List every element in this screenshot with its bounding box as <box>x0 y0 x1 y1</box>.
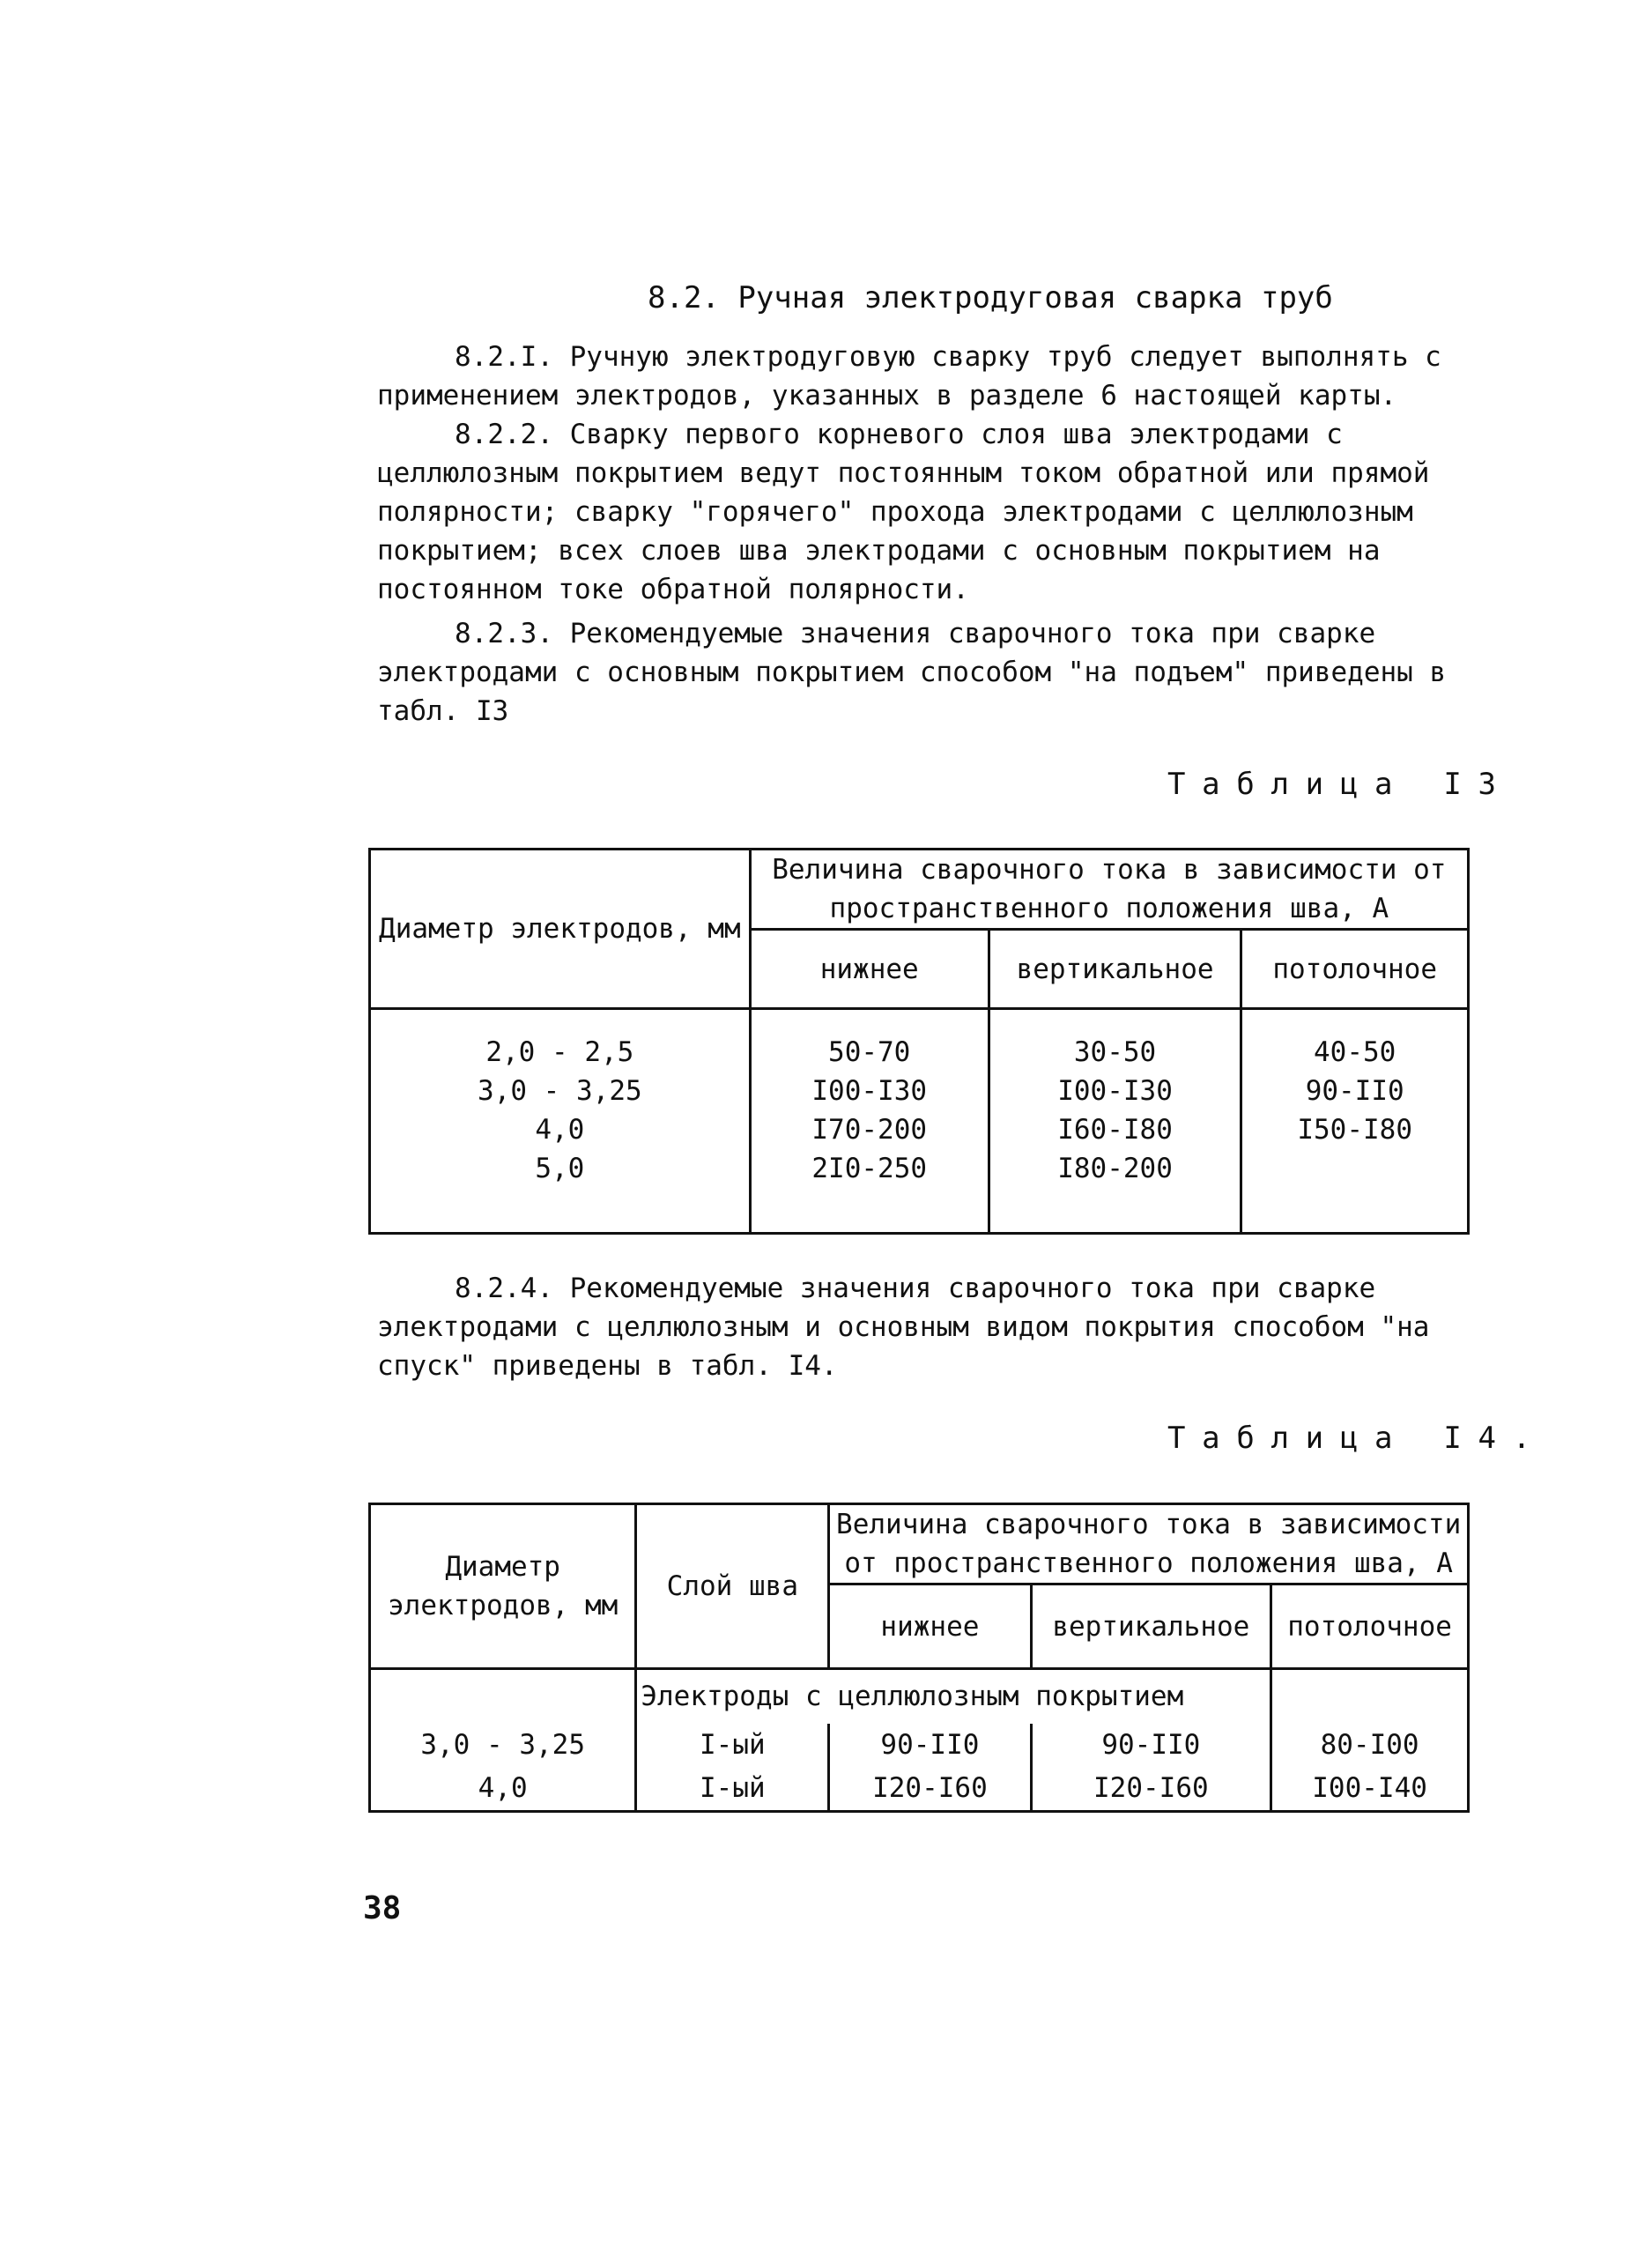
paragraph-8-2-3: 8.2.3. Рекомендуемые значения сварочного тока при сварке электродами с основным покрытием способом "на подъем" приведены в табл. I3 <box>377 618 1463 727</box>
table-13-col-vertical: вертикальное <box>989 930 1241 1009</box>
table-13-cell: 50-70 <box>828 1036 911 1068</box>
table-14-col-vertical: вертикальное <box>1031 1584 1271 1669</box>
page-number: 38 <box>363 1890 402 1926</box>
paragraph-8-2-2: 8.2.2. Сварку первого корневого слоя шва электродами с целлюлозным покрытием ведут постоянным током обратной или прямой полярности; сварку "горячего" прохода электродами с целлюлозным покрытием; всех слоев шва электродами с основным покрытием на постоянном токе обратной полярности. <box>377 419 1447 605</box>
table-14-cell: 90-II0 <box>1031 1724 1271 1766</box>
table-14-col-bottom: нижнее <box>829 1584 1031 1669</box>
table-14-cell: I-ый <box>636 1724 829 1766</box>
table-14 <box>368 1503 1470 1813</box>
table-13-cell: 5,0 <box>535 1153 585 1184</box>
table-13-cell: I50-I80 <box>1297 1114 1413 1146</box>
table-14-caption: Таблица I4. <box>1167 1421 1547 1456</box>
table-13-ceiling-column <box>1241 1009 1469 1234</box>
table-14-header-diameter: Диаметр электродов, мм <box>370 1504 636 1669</box>
table-14-cell: 4,0 <box>370 1766 636 1812</box>
table-13-caption: Таблица I3 <box>1167 767 1513 802</box>
table-14-header-current: Величина сварочного тока в зависимости от пространственного положения шва, А <box>829 1504 1469 1584</box>
table-13-col-ceiling: потолочное <box>1241 930 1469 1009</box>
table-13-cell: I60-I80 <box>1057 1114 1173 1146</box>
table-13-cell: 3,0 - 3,25 <box>478 1075 642 1107</box>
table-14-cell: I-ый <box>636 1766 829 1812</box>
section-heading: 8.2. Ручная электродуговая сварка труб <box>648 280 1333 315</box>
table-14-cell: I20-I60 <box>829 1766 1031 1812</box>
table-14-cell: 3,0 - 3,25 <box>370 1724 636 1766</box>
table-14-cell: 80-I00 <box>1271 1724 1469 1766</box>
table-13-cell: I70-200 <box>811 1114 928 1146</box>
table-14-cell: I20-I60 <box>1031 1766 1271 1812</box>
table-13-cell: 40-50 <box>1314 1036 1396 1068</box>
table-13-cell: I00-I30 <box>811 1075 928 1107</box>
table-13 <box>368 848 1470 1235</box>
table-14-col-ceiling: потолочное <box>1271 1584 1469 1669</box>
table-13-cell: 4,0 <box>535 1114 585 1146</box>
table-13-cell: 2,0 - 2,5 <box>485 1036 634 1068</box>
table-13-vertical-column <box>989 1009 1241 1234</box>
table-13-cell: 30-50 <box>1073 1036 1157 1068</box>
table-14-header-layer: Слой шва <box>636 1504 829 1669</box>
table-13-bottom-column <box>750 1009 989 1234</box>
table-13-cell: I00-I30 <box>1057 1075 1173 1107</box>
paragraph-8-2-1: 8.2.I. Ручную электродуговую сварку труб следует выполнять с применением электродов, указанных в разделе 6 настоящей карты. <box>377 341 1458 412</box>
table-13-cell: 90-II0 <box>1305 1075 1404 1107</box>
table-14-cell: I00-I40 <box>1271 1766 1469 1812</box>
table-13-cell: I80-200 <box>1057 1153 1173 1184</box>
paragraph-8-2-4: 8.2.4. Рекомендуемые значения сварочного тока при сварке электродами с целлюлозным и основным видом покрытия способом "на спуск" приведены в табл. I4. <box>377 1273 1447 1382</box>
table-13-col-bottom: нижнее <box>750 930 989 1009</box>
table-13-diameter-column <box>370 1009 751 1234</box>
table-13-header-diameter: Диаметр электродов, мм <box>370 850 751 1009</box>
table-13-header-current: Величина сварочного тока в зависимости от пространственного положения шва, А <box>750 850 1468 930</box>
table-14-cell: 90-II0 <box>829 1724 1031 1766</box>
table-14-group-label: Электроды с целлюлозным покрытием <box>636 1669 1271 1724</box>
table-13-cell: 2I0-250 <box>811 1153 928 1184</box>
